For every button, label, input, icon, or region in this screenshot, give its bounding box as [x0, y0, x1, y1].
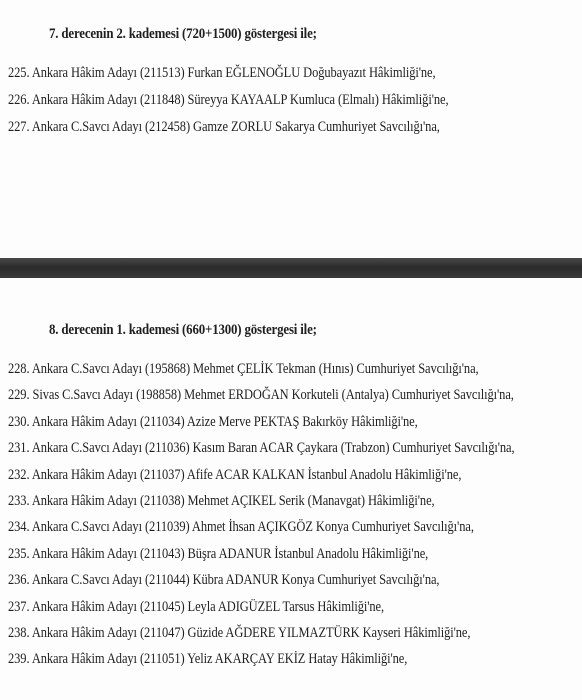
document-page-top: [0, 0, 582, 258]
list-item: 229. Sivas C.Savcı Adayı (198858) Mehmet ERDOĞAN Korkuteli (Antalya) Cumhuriyet Savcılığı'na,: [8, 387, 514, 404]
list-item: 226. Ankara Hâkim Adayı (211848) Süreyya KAYAALP Kumluca (Elmalı) Hâkimliği'ne,: [8, 91, 449, 108]
list-item: 232. Ankara Hâkim Adayı (211037) Afife ACAR KALKAN İstanbul Anadolu Hâkimliği'ne,: [8, 466, 462, 483]
list-item: 233. Ankara Hâkim Adayı (211038) Mehmet AÇIKEL Serik (Manavgat) Hâkimliği'ne,: [8, 492, 435, 509]
list-item: 228. Ankara C.Savcı Adayı (195868) Mehmet ÇELİK Tekman (Hınıs) Cumhuriyet Savcılığı'na,: [8, 361, 479, 377]
page-divider: [0, 258, 582, 278]
list-item: 234. Ankara C.Savcı Adayı (211039) Ahmet İhsan AÇIKGÖZ Konya Cumhuriyet Savcılığı'na,: [8, 519, 474, 536]
section-heading-8th-degree: 8. derecenin 1. kademesi (660+1300) göstergesi ile;: [49, 322, 317, 338]
list-item: 227. Ankara C.Savcı Adayı (212458) Gamze ZORLU Sakarya Cumhuriyet Savcılığı'na,: [8, 118, 440, 135]
list-item: 238. Ankara Hâkim Adayı (211047) Güzide AĞDERE YILMAZTÜRK Kayseri Hâkimliği'ne,: [8, 624, 471, 641]
list-item: 231. Ankara C.Savcı Adayı (211036) Kasım Baran ACAR Çaykara (Trabzon) Cumhuriyet Savcılığı'na,: [8, 440, 515, 457]
list-item: 235. Ankara Hâkim Adayı (211043) Büşra ADANUR İstanbul Anadolu Hâkimliği'ne,: [8, 545, 429, 562]
list-item: 230. Ankara Hâkim Adayı (211034) Azize Merve PEKTAŞ Bakırköy Hâkimliği'ne,: [8, 413, 418, 430]
list-item: 239. Ankara Hâkim Adayı (211051) Yeliz AKARÇAY EKİZ Hatay Hâkimliği'ne,: [8, 651, 408, 668]
section-heading-7th-degree: 7. derecenin 2. kademesi (720+1500) göstergesi ile;: [49, 26, 317, 42]
list-item: 237. Ankara Hâkim Adayı (211045) Leyla ADIGÜZEL Tarsus Hâkimliği'ne,: [8, 598, 385, 615]
appointment-list-top: [8, 64, 520, 144]
list-item: 225. Ankara Hâkim Adayı (211513) Furkan EĞLENOĞLU Doğubayazıt Hâkimliği'ne,: [8, 65, 436, 81]
appointment-list-bottom: [8, 360, 582, 677]
list-item: 236. Ankara C.Savcı Adayı (211044) Kübra ADANUR Konya Cumhuriyet Savcılığı'na,: [8, 572, 440, 589]
